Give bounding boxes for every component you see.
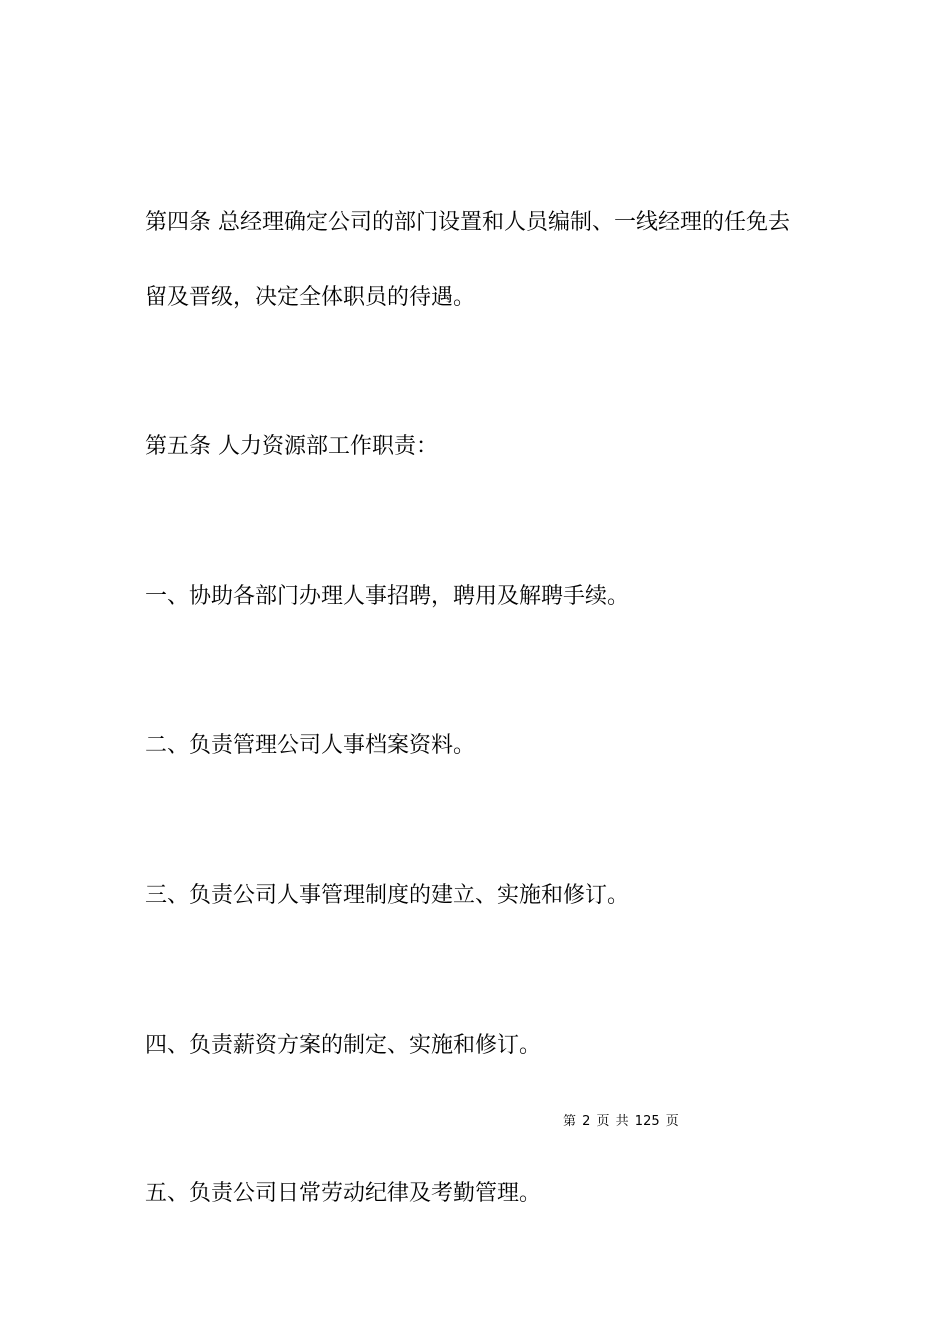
duty-item-4: 四、负责薪资方案的制定、实施和修订。 <box>145 1033 542 1058</box>
article-4-line-1: 第四条 总经理确定公司的部门设置和人员编制、一线经理的任免去 <box>145 210 790 235</box>
article-4-line-2: 留及晋级，决定全体职员的待遇。 <box>145 285 476 310</box>
article-5-heading: 第五条 人力资源部工作职责： <box>145 434 438 459</box>
duty-item-5: 五、负责公司日常劳动纪律及考勤管理。 <box>145 1181 542 1206</box>
page-number-footer: 第 2 页 共 125 页 <box>563 1114 679 1129</box>
duty-item-3: 三、负责公司人事管理制度的建立、实施和修订。 <box>145 883 630 908</box>
duty-item-2: 二、负责管理公司人事档案资料。 <box>145 733 476 758</box>
duty-item-1: 一、协助各部门办理人事招聘，聘用及解聘手续。 <box>145 584 630 609</box>
